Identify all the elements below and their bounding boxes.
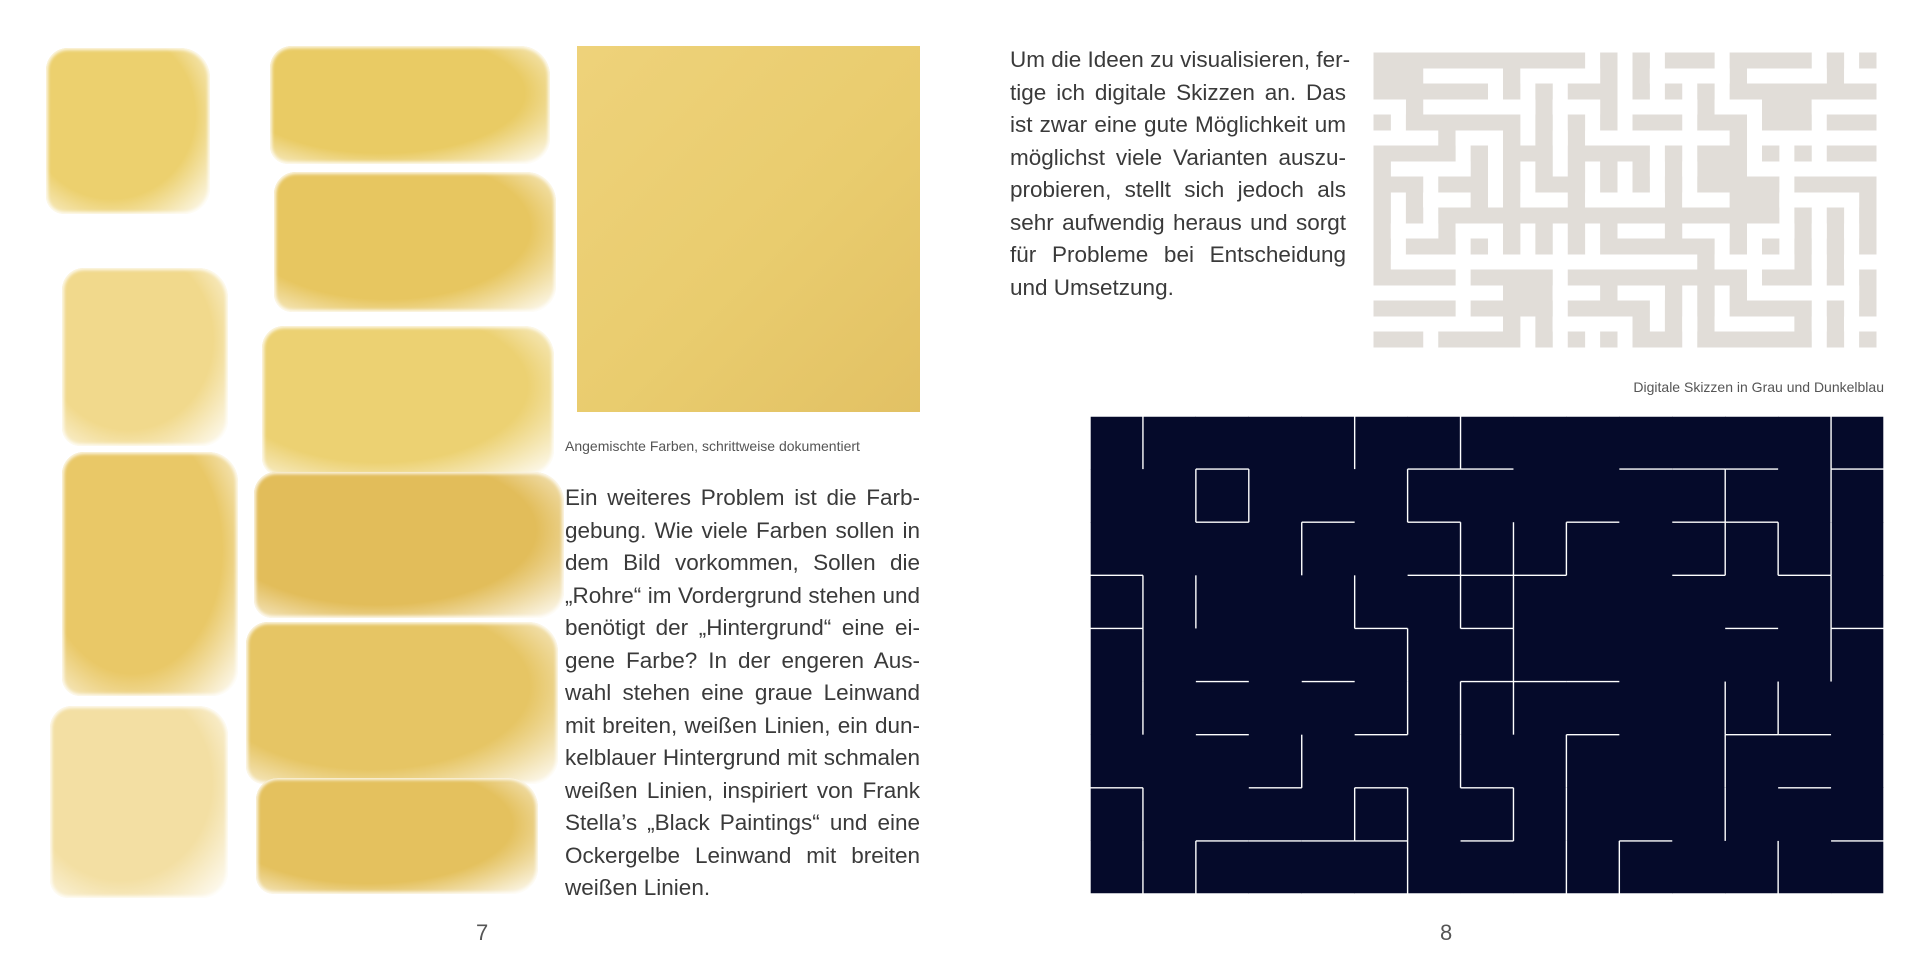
body-text-line: möglichst viele Varianten auszu-: [1010, 144, 1346, 170]
paint-swatches: [46, 46, 566, 901]
paint-swatch: [62, 268, 228, 446]
body-text-line: mit breiten, weißen Linien, ein dun-: [565, 712, 920, 738]
body-text-line: „Rohre“ im Vordergrund stehen und: [565, 582, 920, 608]
body-text-line: gebung. Wie viele Farben sollen in: [565, 517, 920, 543]
body-text-line: und Umsetzung.: [1010, 274, 1174, 300]
body-text-line: kelblauer Hintergrund mit schmalen: [565, 745, 920, 770]
paint-swatch: [50, 706, 228, 898]
body-text-line: Stella’s „Black Paintings“ und eine: [565, 810, 920, 835]
page-number-right: 8: [1440, 920, 1453, 945]
page-right: [960, 0, 1920, 960]
figure-caption-right: Digitale Skizzen in Grau und Dunkelblau: [1633, 379, 1884, 395]
body-text-line: weißen Linien, inspiriert von Frank: [565, 777, 920, 803]
body-text-line: sehr aufwendig heraus und sorgt: [1010, 209, 1346, 235]
paint-swatch: [270, 46, 550, 164]
body-text-line: Um die Ideen zu visualisieren, fer-: [1010, 47, 1351, 72]
paint-swatch: [246, 622, 558, 784]
body-text-line: wahl stehen eine graue Leinwand: [565, 680, 920, 705]
large-ochre-swatch: [577, 46, 920, 412]
paint-swatch: [256, 778, 538, 894]
body-text-line: probieren, stellt sich jedoch als: [1010, 177, 1346, 202]
body-text-line: benötigt der „Hintergrund“ eine ei-: [565, 615, 920, 640]
body-text-line: weißen Linien.: [565, 875, 711, 900]
paint-swatch: [274, 172, 556, 312]
right-body-text: [1010, 44, 1351, 304]
page-number-left: 7: [476, 920, 489, 945]
grey-sketch-pattern: [1366, 45, 1884, 355]
body-text-line: gene Farbe? In der engeren Aus-: [565, 647, 920, 673]
navy-sketch-pattern: [1090, 416, 1884, 894]
left-body-text: [565, 482, 920, 905]
paint-swatch: [46, 48, 210, 214]
figure-caption-left: Angemischte Farben, schrittweise dokumentiert: [565, 438, 860, 454]
body-text-line: Ein weiteres Problem ist die Farb-: [565, 485, 920, 510]
body-text-line: tige ich digitale Skizzen an. Das: [1010, 79, 1346, 105]
paint-swatch: [254, 472, 564, 618]
body-text-line: dem Bild vorkommen, Sollen die: [565, 550, 920, 575]
paint-swatch: [262, 326, 554, 476]
body-text-line: ist zwar eine gute Möglichkeit um: [1010, 112, 1346, 137]
body-text-line: Ockergelbe Leinwand mit breiten: [565, 842, 920, 868]
body-text-line: für Probleme bei Entscheidung: [1010, 242, 1346, 267]
paint-swatch: [62, 452, 238, 696]
